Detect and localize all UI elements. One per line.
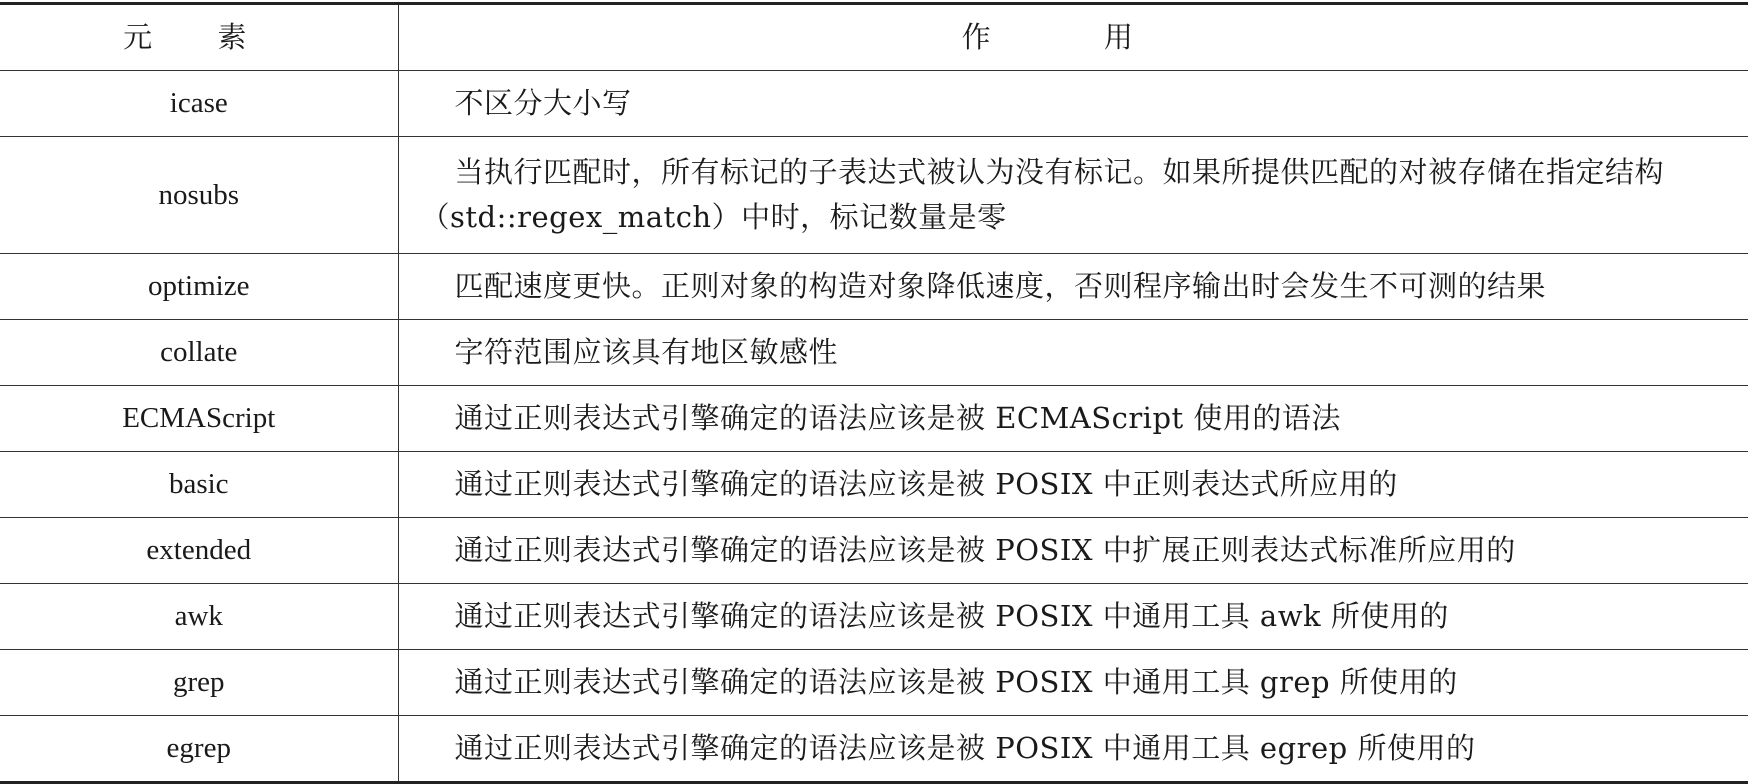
table-row xyxy=(0,320,1748,386)
purpose-text: 通过正则表达式引擎确定的语法应该是被 POSIX 中通用工具 awk 所使用的 xyxy=(454,599,1449,633)
purpose-cell xyxy=(398,584,1748,650)
purpose-cell xyxy=(398,320,1748,386)
table-row xyxy=(0,254,1748,320)
table-row xyxy=(0,386,1748,452)
element-cell: egrep xyxy=(0,716,398,783)
element-cell: icase xyxy=(0,71,398,137)
table-row xyxy=(0,452,1748,518)
element-cell: extended xyxy=(0,518,398,584)
table-row xyxy=(0,716,1748,783)
purpose-cell xyxy=(398,71,1748,137)
element-cell: nosubs xyxy=(0,137,398,254)
purpose-cell xyxy=(398,716,1748,783)
header-purpose: 作 用 xyxy=(961,20,1185,54)
purpose-cell xyxy=(398,650,1748,716)
element-cell: basic xyxy=(0,452,398,518)
purpose-cell xyxy=(398,254,1748,320)
purpose-text: 通过正则表达式引擎确定的语法应该是被 ECMAScript 使用的语法 xyxy=(454,401,1341,435)
purpose-text: 通过正则表达式引擎确定的语法应该是被 POSIX 中通用工具 grep 所使用的 xyxy=(454,665,1458,699)
element-cell: collate xyxy=(0,320,398,386)
regex-flags-table xyxy=(0,2,1748,784)
table-row xyxy=(0,650,1748,716)
purpose-cell xyxy=(398,518,1748,584)
purpose-text: 通过正则表达式引擎确定的语法应该是被 POSIX 中扩展正则表达式标准所应用的 xyxy=(454,533,1516,567)
table-row xyxy=(0,584,1748,650)
purpose-text: 通过正则表达式引擎确定的语法应该是被 POSIX 中正则表达式所应用的 xyxy=(454,467,1398,501)
element-cell: optimize xyxy=(0,254,398,320)
element-cell: grep xyxy=(0,650,398,716)
table-row xyxy=(0,71,1748,137)
header-element: 元 素 xyxy=(0,4,398,71)
purpose-cell xyxy=(398,137,1748,254)
element-cell: ECMAScript xyxy=(0,386,398,452)
table-header-row xyxy=(0,4,1748,71)
purpose-text: 字符范围应该具有地区敏感性 xyxy=(454,335,839,369)
purpose-text: 不区分大小写 xyxy=(454,86,632,120)
purpose-cell xyxy=(398,452,1748,518)
purpose-text: 当执行匹配时，所有标记的子表达式被认为没有标记。如果所提供匹配的对被存储在指定结构（std::regex_match）中时，标记数量是零 xyxy=(420,155,1665,234)
purpose-text: 通过正则表达式引擎确定的语法应该是被 POSIX 中通用工具 egrep 所使用的 xyxy=(454,731,1476,765)
purpose-text: 匹配速度更快。正则对象的构造对象降低速度，否则程序输出时会发生不可测的结果 xyxy=(454,269,1547,303)
table-row xyxy=(0,137,1748,254)
purpose-cell xyxy=(398,386,1748,452)
table-row xyxy=(0,518,1748,584)
element-cell: awk xyxy=(0,584,398,650)
